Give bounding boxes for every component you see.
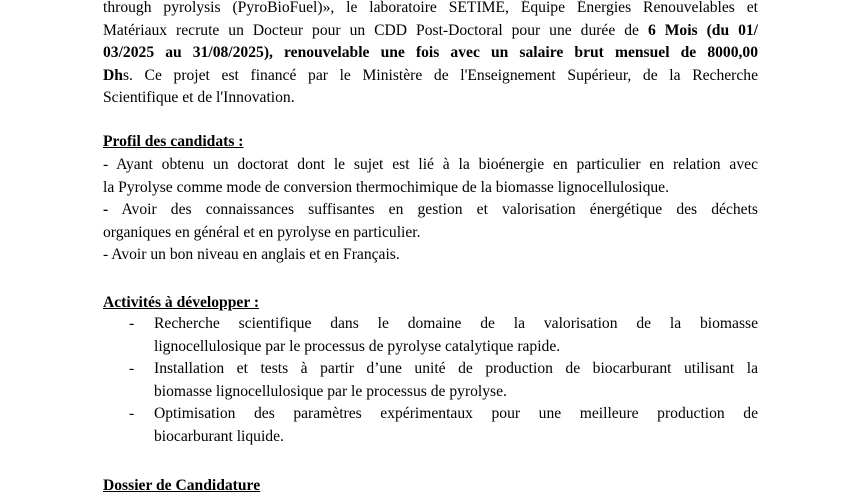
profil-list bbox=[103, 154, 758, 267]
activite-line-1: Recherche scientifique dans le domaine de la valorisation de la biomasse bbox=[154, 315, 758, 332]
intro-line-4 bbox=[103, 65, 758, 88]
activite-line-1: Optimisation des paramètres expérimentaux pour une meilleure production de bbox=[154, 405, 758, 422]
profil-item-1-line-1: - Ayant obtenu un doctorat dont le sujet est lié à la bioénergie en particulier en relation avec bbox=[103, 156, 758, 173]
list-dash: - bbox=[129, 315, 135, 332]
activite-item bbox=[103, 403, 758, 448]
list-dash: - bbox=[129, 360, 135, 377]
activite-line-2: biomasse lignocellulosique par le processus de pyrolyse. bbox=[154, 382, 507, 400]
intro-line-2 bbox=[103, 20, 758, 43]
currency-text: Dh bbox=[103, 66, 123, 84]
intro-paragraph bbox=[103, 0, 758, 110]
profil-item-2-line-1 bbox=[103, 199, 758, 222]
profil-item-3: - Avoir un bon niveau en anglais et en Français. bbox=[103, 246, 400, 263]
activite-item bbox=[103, 313, 758, 358]
profil-item-1-line-2: la Pyrolyse comme mode de conversion thermochimique de la biomasse lignocellulosique. bbox=[103, 178, 670, 196]
profil-heading: Profil des candidats : bbox=[103, 133, 244, 150]
profil-item-2-text: Avoir des connaissances suffisantes en gestion et valorisation énergétique des déchets bbox=[108, 201, 758, 218]
activites-list bbox=[103, 313, 758, 448]
list-dash: - bbox=[129, 405, 135, 422]
profil-item-2-dash: - bbox=[103, 201, 109, 218]
activites-heading: Activités à développer : bbox=[103, 294, 260, 311]
activite-line-2: biocarburant liquide. bbox=[154, 427, 284, 445]
intro-line-1 bbox=[103, 0, 758, 20]
activite-item bbox=[103, 358, 758, 403]
funding-text: s. Ce projet est financé par le Ministère de l'Enseignement Supérieur, de la Recherche bbox=[122, 66, 758, 84]
activite-line-2: lignocellulosique par le processus de pyrolyse catalytique rapide. bbox=[154, 337, 561, 355]
dossier-heading: Dossier de Candidature bbox=[103, 477, 261, 494]
activite-line-1: Installation et tests à partir d’une unité de production de biocarburant utilisant la bbox=[154, 360, 758, 377]
intro-line-1-rest: , le laboratoire SETIME, Équipe Énergies Renouvelables et bbox=[330, 0, 758, 16]
project-name-text: through pyrolysis (PyroBioFuel)» bbox=[103, 0, 331, 16]
contract-duration-text: 6 Mois (du 01/ bbox=[647, 21, 759, 39]
profil-item-2-line-2: organiques en général et en pyrolyse en particulier. bbox=[103, 223, 421, 241]
intro-line-3: 03/2025 au 31/08/2025), renouvelable une fois avec un salaire brut mensuel de 8000,00 bbox=[103, 44, 758, 61]
intro-line-2-text: Matériaux recrute un Docteur pour un CDD Post-Doctoral pour une durée de bbox=[103, 21, 648, 39]
intro-line-5: Scientifique et de l'Innovation. bbox=[103, 89, 295, 106]
